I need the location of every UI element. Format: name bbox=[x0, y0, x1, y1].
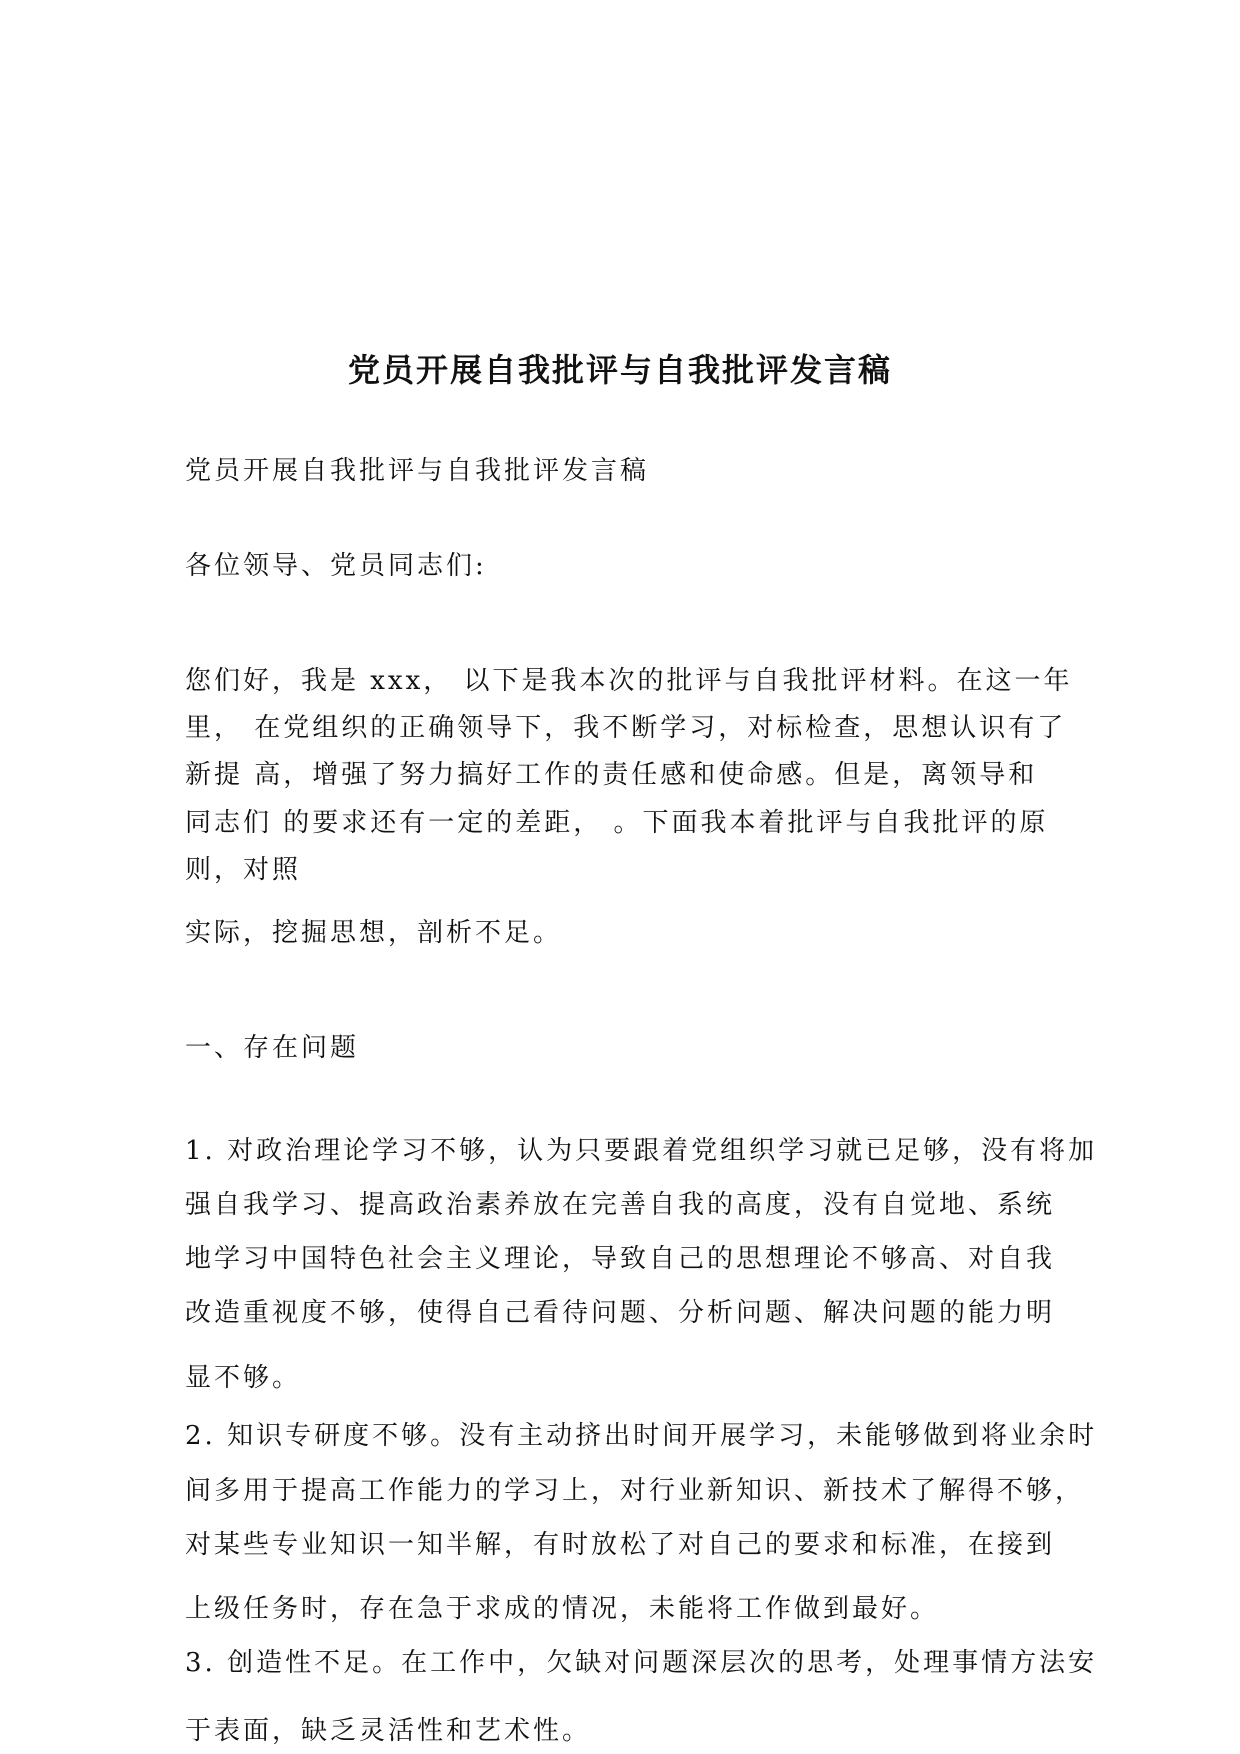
item3-line-2: 于表面，缺乏灵活性和艺术性。 bbox=[185, 1716, 592, 1746]
item2-line-1: 2. 知识专研度不够。没有主动挤出时间开展学习，未能够做到将业余时 bbox=[185, 1421, 1098, 1451]
intro-line-2: 里， 在党组织的正确领导下，我不断学习，对标检查，思想认识有了 bbox=[185, 713, 1067, 743]
item1-line-3: 地学习中国特色社会主义理论，导致自己的思想理论不够高、对自我 bbox=[185, 1244, 1056, 1274]
item2-line-3: 对某些专业知识一知半解，有时放松了对自己的要求和标准，在接到 bbox=[185, 1530, 1056, 1560]
subtitle-line: 党员开展自我批评与自我批评发言稿 bbox=[185, 456, 650, 486]
intro-line-6: 实际，挖掘思想，剖析不足。 bbox=[185, 918, 563, 948]
item1-line-2: 强自我学习、提高政治素养放在完善自我的高度，没有自觉地、系统 bbox=[185, 1190, 1056, 1220]
intro-line-1: 您们好，我是 xxx， 以下是我本次的批评与自我批评材料。在这一年 bbox=[185, 666, 1073, 696]
salutation-line: 各位领导、党员同志们: bbox=[185, 551, 487, 581]
item1-line-1: 1. 对政治理论学习不够，认为只要跟着党组织学习就已足够，没有将加 bbox=[185, 1136, 1098, 1166]
intro-line-4: 同志们 的要求还有一定的差距， 。下面我本着批评与自我批评的原 bbox=[185, 808, 1049, 838]
intro-line-5: 则，对照 bbox=[185, 855, 302, 885]
item3-line-1: 3. 创造性不足。在工作中，欠缺对问题深层次的思考，处理事情方法安 bbox=[185, 1648, 1098, 1678]
intro-line-3: 新提 高，增强了努力搞好工作的责任感和使命感。但是，离领导和 bbox=[185, 760, 1038, 790]
document-title: 党员开展自我批评与自我批评发言稿 bbox=[347, 351, 892, 389]
item1-line-4: 改造重视度不够，使得自己看待问题、分析问题、解决问题的能力明 bbox=[185, 1298, 1056, 1328]
section-heading: 一、存在问题 bbox=[185, 1033, 360, 1063]
item2-line-4: 上级任务时，存在急于求成的情况，未能将工作做到最好。 bbox=[185, 1594, 940, 1624]
item2-line-2: 间多用于提高工作能力的学习上，对行业新知识、新技术了解得不够， bbox=[185, 1476, 1085, 1506]
item1-line-5: 显不够。 bbox=[185, 1363, 302, 1393]
